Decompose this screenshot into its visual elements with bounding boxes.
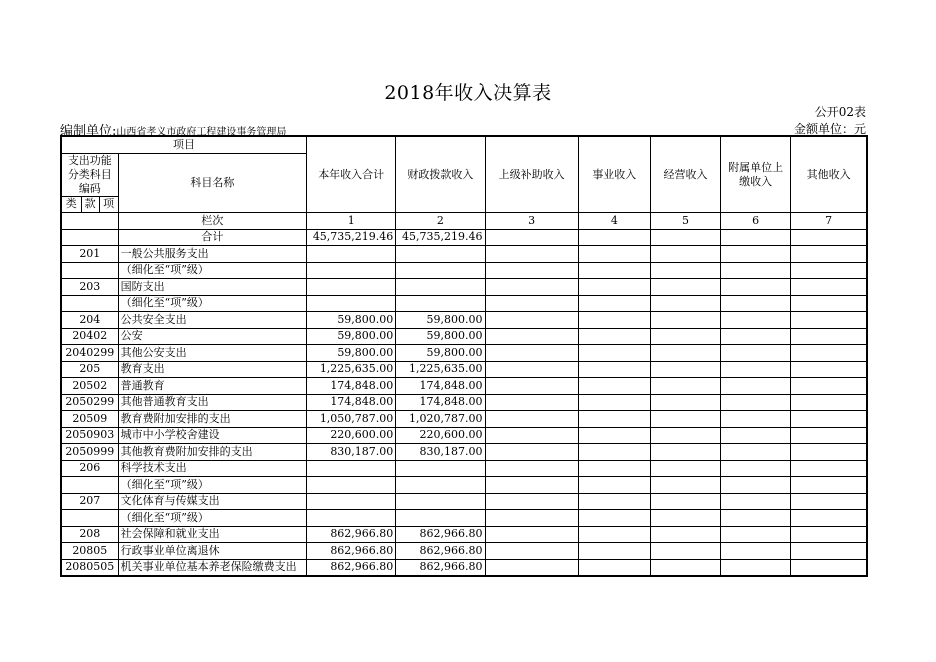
value-cell-col-3 (485, 444, 578, 461)
value-cell-col-4 (578, 526, 650, 543)
value-cell-col-3 (485, 279, 578, 296)
subject-code: 20805 (61, 543, 118, 560)
header-subject-name: 科目名称 (118, 153, 306, 213)
value-cell-col-7 (791, 444, 867, 461)
subject-name: （细化至“项”级） (118, 477, 306, 494)
value-cell-col-6 (721, 493, 791, 510)
subject-name: 一般公共服务支出 (118, 246, 306, 263)
value-cell-col-7 (791, 493, 867, 510)
value-cell-col-2: 220,600.00 (396, 427, 485, 444)
value-cell-col-1 (307, 279, 396, 296)
value-cell-col-5 (650, 279, 720, 296)
subject-code: 2040299 (61, 345, 118, 362)
header-xiang: 项 (99, 196, 118, 213)
total-row (61, 229, 867, 246)
value-cell-col-7 (791, 262, 867, 279)
value-cell-col-1: 174,848.00 (307, 394, 396, 411)
subject-name: 国防支出 (118, 279, 306, 296)
value-cell-col-3 (485, 411, 578, 428)
report-title: 2018年收入决算表 (384, 82, 552, 104)
value-cell-col-7 (791, 460, 867, 477)
header-kuan: 款 (81, 196, 99, 213)
value-cell-col-3 (485, 510, 578, 527)
value-cell-col-7 (791, 345, 867, 362)
col-number-5: 5 (650, 213, 720, 230)
value-cell-col-5 (650, 312, 720, 329)
value-cell-col-6 (721, 559, 791, 576)
value-cell-col-4 (578, 510, 650, 527)
table-row (61, 543, 867, 560)
table-row (61, 510, 867, 527)
total-value-3 (485, 229, 578, 246)
value-cell-col-4 (578, 559, 650, 576)
value-cell-col-4 (578, 394, 650, 411)
subject-code: 2050299 (61, 394, 118, 411)
value-cell-col-2: 1,225,635.00 (396, 361, 485, 378)
value-cell-col-7 (791, 411, 867, 428)
value-cell-col-6 (721, 510, 791, 527)
value-cell-col-1: 1,050,787.00 (307, 411, 396, 428)
value-cell-col-5 (650, 510, 720, 527)
value-cell-col-7 (791, 246, 867, 263)
value-cell-col-5 (650, 493, 720, 510)
value-cell-col-7 (791, 543, 867, 560)
subject-code: 20509 (61, 411, 118, 428)
value-cell-col-2 (396, 510, 485, 527)
value-cell-col-6 (721, 444, 791, 461)
table-row (61, 559, 867, 576)
value-cell-col-6 (721, 378, 791, 395)
value-cell-col-2: 862,966.80 (396, 543, 485, 560)
col-number-2: 2 (396, 213, 485, 230)
value-cell-col-4 (578, 246, 650, 263)
subject-name: （细化至“项”级） (118, 262, 306, 279)
value-cell-col-4 (578, 411, 650, 428)
value-cell-col-6 (721, 427, 791, 444)
subject-name: 普通教育 (118, 378, 306, 395)
table-row (61, 493, 867, 510)
value-cell-col-5 (650, 543, 720, 560)
lanci-row (61, 213, 867, 230)
value-cell-col-1 (307, 477, 396, 494)
table-row (61, 394, 867, 411)
value-cell-col-1: 862,966.80 (307, 559, 396, 576)
subject-code: 208 (61, 526, 118, 543)
value-cell-col-1: 220,600.00 (307, 427, 396, 444)
subject-name: 科学技术支出 (118, 460, 306, 477)
value-cell-col-1 (307, 246, 396, 263)
value-cell-col-7 (791, 295, 867, 312)
value-cell-col-2: 59,800.00 (396, 312, 485, 329)
subject-code: 203 (61, 279, 118, 296)
unit-line (60, 120, 866, 139)
value-cell-col-6 (721, 262, 791, 279)
header-col-6: 附属单位上缴收入 (721, 136, 791, 213)
value-cell-col-6 (721, 295, 791, 312)
value-cell-col-2 (396, 279, 485, 296)
value-cell-col-1: 1,225,635.00 (307, 361, 396, 378)
value-cell-col-5 (650, 460, 720, 477)
value-cell-col-2 (396, 493, 485, 510)
value-cell-col-6 (721, 526, 791, 543)
value-cell-col-3 (485, 262, 578, 279)
value-cell-col-1: 862,966.80 (307, 526, 396, 543)
value-cell-col-5 (650, 345, 720, 362)
value-cell-col-6 (721, 312, 791, 329)
value-cell-col-3 (485, 493, 578, 510)
subject-code: 2080505 (61, 559, 118, 576)
value-cell-col-6 (721, 328, 791, 345)
value-cell-col-3 (485, 543, 578, 560)
value-cell-col-2: 59,800.00 (396, 345, 485, 362)
subject-name: 公安 (118, 328, 306, 345)
value-cell-col-7 (791, 510, 867, 527)
value-cell-col-3 (485, 526, 578, 543)
table-row (61, 427, 867, 444)
value-cell-col-4 (578, 477, 650, 494)
col-number-1: 1 (307, 213, 396, 230)
value-cell-col-2: 59,800.00 (396, 328, 485, 345)
value-cell-col-2: 862,966.80 (396, 559, 485, 576)
subject-code: 207 (61, 493, 118, 510)
value-cell-col-5 (650, 444, 720, 461)
total-value-6 (721, 229, 791, 246)
value-cell-col-6 (721, 411, 791, 428)
money-unit: 金额单位：元 (793, 122, 866, 136)
col-number-6: 6 (721, 213, 791, 230)
value-cell-col-4 (578, 493, 650, 510)
value-cell-col-1 (307, 262, 396, 279)
value-cell-col-1 (307, 493, 396, 510)
value-cell-col-3 (485, 345, 578, 362)
subject-name: 其他教育费附加安排的支出 (118, 444, 306, 461)
income-table (60, 135, 868, 577)
header-col-3: 上级补助收入 (485, 136, 578, 213)
value-cell-col-5 (650, 378, 720, 395)
value-cell-col-3 (485, 427, 578, 444)
subject-name: 社会保障和就业支出 (118, 526, 306, 543)
header-lei: 类 (61, 196, 81, 213)
subject-name: 城市中小学校舍建设 (118, 427, 306, 444)
value-cell-col-1: 862,966.80 (307, 543, 396, 560)
value-cell-col-5 (650, 427, 720, 444)
col-number-7: 7 (791, 213, 867, 230)
value-cell-col-6 (721, 543, 791, 560)
value-cell-col-2: 862,966.80 (396, 526, 485, 543)
lanci-label: 栏次 (118, 213, 306, 230)
subject-name: （细化至“项”级） (118, 510, 306, 527)
total-value-2: 45,735,219.46 (396, 229, 485, 246)
value-cell-col-2 (396, 246, 485, 263)
table-row (61, 246, 867, 263)
value-cell-col-5 (650, 295, 720, 312)
value-cell-col-4 (578, 279, 650, 296)
subject-name: 公共安全支出 (118, 312, 306, 329)
value-cell-col-5 (650, 411, 720, 428)
value-cell-col-6 (721, 345, 791, 362)
value-cell-col-1: 174,848.00 (307, 378, 396, 395)
table-row (61, 295, 867, 312)
value-cell-col-4 (578, 460, 650, 477)
subject-code (61, 295, 118, 312)
subject-name: 其他普通教育支出 (118, 394, 306, 411)
subject-name: 行政事业单位离退休 (118, 543, 306, 560)
value-cell-col-4 (578, 312, 650, 329)
value-cell-col-7 (791, 427, 867, 444)
value-cell-col-7 (791, 477, 867, 494)
table-row (61, 361, 867, 378)
table-row (61, 328, 867, 345)
value-cell-col-4 (578, 328, 650, 345)
subject-code: 2050903 (61, 427, 118, 444)
subject-name: 教育费附加安排的支出 (118, 411, 306, 428)
subject-code (61, 262, 118, 279)
value-cell-col-7 (791, 279, 867, 296)
value-cell-col-4 (578, 444, 650, 461)
header-col-4: 事业收入 (578, 136, 650, 213)
subject-code: 204 (61, 312, 118, 329)
value-cell-col-4 (578, 543, 650, 560)
value-cell-col-5 (650, 328, 720, 345)
form-number: 公开02表 (814, 105, 866, 119)
value-cell-col-5 (650, 246, 720, 263)
header-item: 项目 (61, 136, 307, 153)
value-cell-col-1: 59,800.00 (307, 345, 396, 362)
table-row (61, 279, 867, 296)
table-row (61, 444, 867, 461)
subject-name: 其他公安支出 (118, 345, 306, 362)
value-cell-col-2 (396, 262, 485, 279)
value-cell-col-4 (578, 378, 650, 395)
subject-code: 201 (61, 246, 118, 263)
org-name: 山西省孝义市政府工程建设事务管理局 (116, 127, 287, 138)
value-cell-col-7 (791, 378, 867, 395)
value-cell-col-3 (485, 394, 578, 411)
value-cell-col-5 (650, 361, 720, 378)
subject-code: 2050999 (61, 444, 118, 461)
value-cell-col-7 (791, 361, 867, 378)
subject-code: 20402 (61, 328, 118, 345)
value-cell-col-1 (307, 295, 396, 312)
value-cell-col-6 (721, 460, 791, 477)
header-code-group: 支出功能分类科目编码 (61, 153, 118, 196)
value-cell-col-7 (791, 394, 867, 411)
table-row (61, 378, 867, 395)
value-cell-col-2: 174,848.00 (396, 394, 485, 411)
subject-name: 文化体育与传媒支出 (118, 493, 306, 510)
subject-code (61, 510, 118, 527)
value-cell-col-6 (721, 246, 791, 263)
total-label: 合计 (118, 229, 306, 246)
total-value-5 (650, 229, 720, 246)
col-number-4: 4 (578, 213, 650, 230)
value-cell-col-7 (791, 559, 867, 576)
value-cell-col-4 (578, 262, 650, 279)
header-row-top (61, 136, 867, 153)
value-cell-col-3 (485, 361, 578, 378)
subject-name: 教育支出 (118, 361, 306, 378)
table-row (61, 526, 867, 543)
table-row (61, 477, 867, 494)
value-cell-col-3 (485, 559, 578, 576)
total-value-7 (791, 229, 867, 246)
org-label: 编制单位:山西省孝义市政府工程建设事务管理局 (60, 124, 287, 139)
table-row (61, 312, 867, 329)
total-value-4 (578, 229, 650, 246)
subject-name: （细化至“项”级） (118, 295, 306, 312)
value-cell-col-1: 59,800.00 (307, 312, 396, 329)
value-cell-col-3 (485, 460, 578, 477)
table-row (61, 411, 867, 428)
value-cell-col-2 (396, 460, 485, 477)
value-cell-col-4 (578, 361, 650, 378)
value-cell-col-1 (307, 510, 396, 527)
value-cell-col-5 (650, 559, 720, 576)
value-cell-col-3 (485, 328, 578, 345)
subject-code: 205 (61, 361, 118, 378)
value-cell-col-5 (650, 262, 720, 279)
value-cell-col-1 (307, 460, 396, 477)
value-cell-col-3 (485, 312, 578, 329)
subject-code (61, 477, 118, 494)
value-cell-col-5 (650, 526, 720, 543)
value-cell-col-1: 59,800.00 (307, 328, 396, 345)
value-cell-col-2: 1,020,787.00 (396, 411, 485, 428)
value-cell-col-6 (721, 279, 791, 296)
subject-name: 机关事业单位基本养老保险缴费支出 (118, 559, 306, 576)
value-cell-col-4 (578, 345, 650, 362)
value-cell-col-2 (396, 295, 485, 312)
value-cell-col-6 (721, 361, 791, 378)
value-cell-col-2: 830,187.00 (396, 444, 485, 461)
total-value-1: 45,735,219.46 (307, 229, 396, 246)
subject-code: 20502 (61, 378, 118, 395)
value-cell-col-2: 174,848.00 (396, 378, 485, 395)
value-cell-col-6 (721, 477, 791, 494)
header-col-5: 经营收入 (650, 136, 720, 213)
value-cell-col-7 (791, 312, 867, 329)
value-cell-col-4 (578, 295, 650, 312)
value-cell-col-7 (791, 526, 867, 543)
value-cell-col-3 (485, 246, 578, 263)
value-cell-col-2 (396, 477, 485, 494)
value-cell-col-4 (578, 427, 650, 444)
value-cell-col-3 (485, 295, 578, 312)
value-cell-col-3 (485, 378, 578, 395)
subject-code: 206 (61, 460, 118, 477)
table-row (61, 262, 867, 279)
value-cell-col-5 (650, 394, 720, 411)
col-number-3: 3 (485, 213, 578, 230)
header-col-7: 其他收入 (791, 136, 867, 213)
table-row (61, 460, 867, 477)
header-col-1: 本年收入合计 (307, 136, 396, 213)
value-cell-col-3 (485, 477, 578, 494)
value-cell-col-5 (650, 477, 720, 494)
value-cell-col-7 (791, 328, 867, 345)
value-cell-col-1: 830,187.00 (307, 444, 396, 461)
value-cell-col-6 (721, 394, 791, 411)
header-col-2: 财政拨款收入 (396, 136, 485, 213)
table-row (61, 345, 867, 362)
